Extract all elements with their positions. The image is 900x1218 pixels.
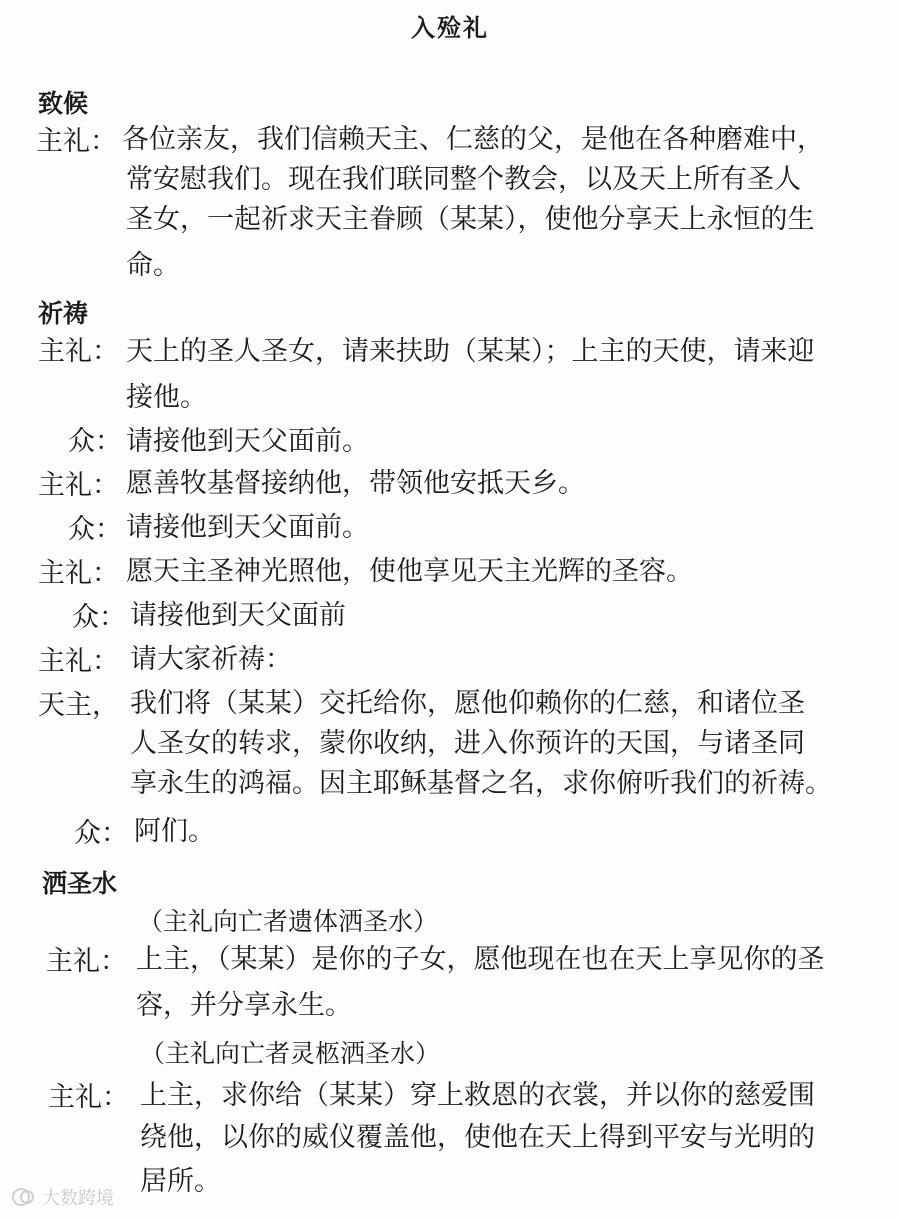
rubric-note: （主礼向亡者遗体洒圣水）	[138, 907, 439, 936]
speaker-label: 主礼：	[38, 646, 119, 677]
speech-line: 请接他到天父面前。	[126, 512, 369, 543]
speech-line: 人圣女的转求，蒙你收纳，进入你预许的天国，与诸圣同	[130, 728, 805, 759]
section-heading-holy-water: 洒圣水	[42, 869, 118, 898]
speech-line: 愿善牧基督接纳他，带领他安抵天乡。	[126, 468, 585, 499]
document-title: 入殓礼	[411, 14, 489, 42]
speaker-label: 众：	[74, 818, 128, 849]
speech-line: 我们将（某某）交托给你，愿他仰赖你的仁慈，和诸位圣	[130, 688, 805, 719]
speech-line: 容，并分享永生。	[136, 990, 352, 1021]
watermark-text: 大数跨境	[42, 1188, 114, 1209]
speaker-label: 主礼：	[38, 470, 119, 501]
speaker-label: 主礼：	[38, 558, 119, 589]
watermark	[10, 1184, 114, 1210]
speech-line: 接他。	[126, 382, 207, 413]
speaker-label: 众：	[72, 602, 126, 633]
speaker-label: 众：	[68, 426, 122, 457]
speech-line: 居所。	[140, 1166, 221, 1197]
speech-line: 命。	[126, 250, 180, 281]
speaker-label: 天主，	[38, 690, 119, 721]
speech-line: 请大家祈祷：	[130, 644, 292, 675]
speech-line: 上主，（某某）是你的子女，愿他现在也在天上享见你的圣	[136, 944, 825, 975]
speaker-label: 众：	[68, 514, 122, 545]
speaker-label: 主礼：	[38, 336, 119, 367]
section-heading-greeting: 致候	[38, 89, 89, 118]
speech-line: 愿天主圣神光照他，使他享见天主光辉的圣容。	[126, 556, 693, 587]
speech-line: 请接他到天父面前。	[126, 426, 369, 457]
speech-line: 圣女，一起祈求天主眷顾（某某），使他分享天上永恒的生	[126, 204, 815, 235]
speech-line: 各位亲友，我们信赖天主、仁慈的父，是他在各种磨难中，	[122, 124, 824, 155]
speech-line: 绕他，以你的威仪覆盖他，使他在天上得到平安与光明的	[140, 1122, 815, 1153]
watermark-logo-icon	[10, 1186, 36, 1208]
speech-line: 享永生的鸿福。因主耶稣基督之名，求你俯听我们的祈祷。	[130, 768, 832, 799]
speech-line: 天上的圣人圣女，请来扶助（某某）；上主的天使，请来迎	[126, 336, 815, 367]
speaker-label: 主礼：	[46, 946, 127, 977]
speech-line: 阿们。	[134, 816, 215, 847]
speech-line: 请接他到天父面前	[130, 600, 346, 631]
speaker-label: 主礼：	[36, 126, 117, 157]
speaker-label: 主礼：	[48, 1082, 129, 1113]
speech-line: 常安慰我们。现在我们联同整个教会，以及天上所有圣人	[126, 164, 801, 195]
rubric-note: （主礼向亡者灵柩洒圣水）	[140, 1039, 441, 1068]
section-heading-prayer: 祈祷	[38, 299, 89, 328]
speech-line: 上主，求你给（某某）穿上救恩的衣裳，并以你的慈爱围	[140, 1080, 815, 1111]
